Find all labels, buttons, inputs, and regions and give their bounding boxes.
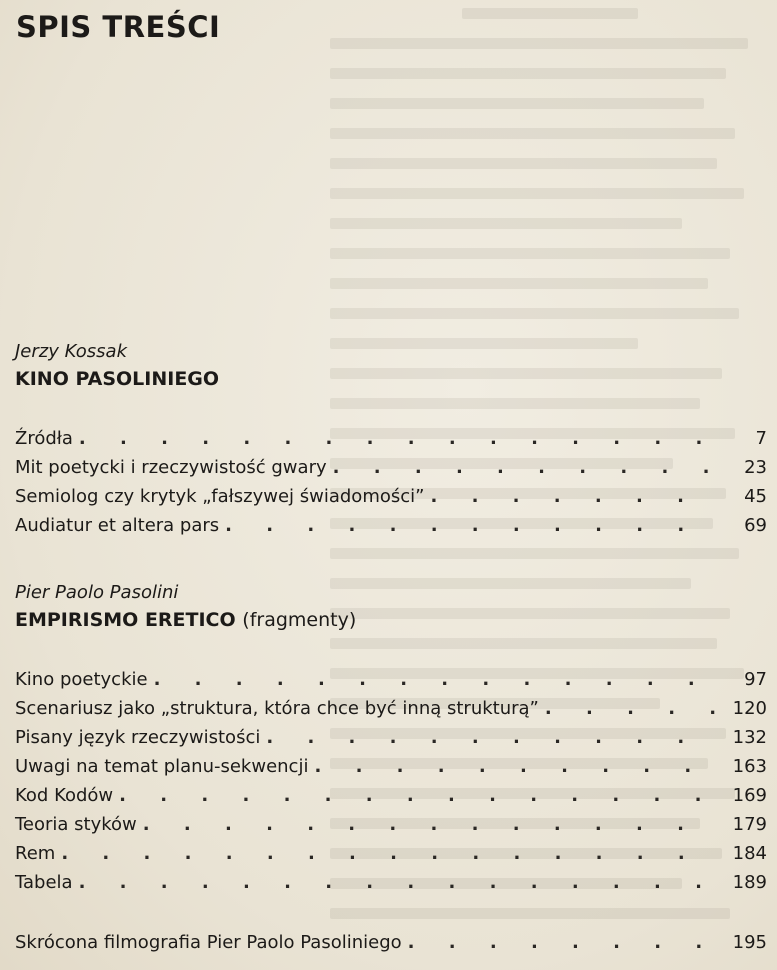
section-empirismo-eretico [15, 582, 767, 631]
toc-entry[interactable] [15, 932, 767, 961]
toc-entry[interactable] [15, 698, 767, 727]
dot-leader [408, 932, 717, 953]
dot-leader [143, 814, 717, 835]
dot-leader [545, 698, 717, 719]
dot-leader [154, 669, 717, 690]
section-heading-title: EMPIRISMO ERETICO [15, 609, 236, 631]
toc-entry-label: Rem [15, 843, 56, 864]
section-heading-note: (fragmenty) [242, 609, 357, 631]
section-kino-pasoliniego [15, 341, 767, 390]
toc-entry-page: 189 [732, 872, 767, 893]
toc-entry[interactable] [15, 727, 767, 756]
toc-entry[interactable] [15, 872, 767, 901]
toc-entry-label: Audiatur et altera pars [15, 515, 220, 536]
toc-entry-page: 184 [732, 843, 767, 864]
section-author: Jerzy Kossak [15, 341, 127, 362]
toc-entry[interactable] [15, 515, 767, 544]
toc-entry-page: 195 [732, 932, 767, 953]
dot-leader [79, 428, 717, 449]
toc-entry[interactable] [15, 457, 767, 486]
toc-entry-label: Pisany język rzeczywistości [15, 727, 261, 748]
toc-entry-label: Semiolog czy krytyk „fałszywej świadomości” [15, 486, 425, 507]
toc-entry-page: 169 [732, 785, 767, 806]
toc-entry-page: 120 [732, 698, 767, 719]
toc-entry-label: Teoria styków [15, 814, 137, 835]
toc-list-part1 [15, 428, 767, 544]
toc-entry-label: Scenariusz jako „struktura, która chce być inną strukturą” [15, 698, 539, 719]
section-heading: KINO PASOLINIEGO [15, 368, 220, 390]
dot-leader [119, 785, 717, 806]
toc-entry[interactable] [15, 486, 767, 515]
toc-entry[interactable] [15, 785, 767, 814]
toc-list-closing [15, 932, 767, 961]
toc-entry-page: 45 [744, 486, 767, 507]
dot-leader [430, 486, 717, 507]
toc-entry-label: Kino poetyckie [15, 669, 148, 690]
toc-entry[interactable] [15, 669, 767, 698]
toc-entry-page: 23 [744, 457, 767, 478]
dot-leader [266, 727, 717, 748]
toc-entry-label: Kod Kodów [15, 785, 114, 806]
toc-entry-label: Skrócona filmografia Pier Paolo Pasoliniego [15, 932, 402, 953]
toc-list-part2 [15, 669, 767, 901]
dot-leader [79, 872, 717, 893]
toc-entry-page: 179 [732, 814, 767, 835]
toc-entry-label: Mit poetycki i rzeczywistość gwary [15, 457, 327, 478]
toc-entry-label: Tabela [15, 872, 73, 893]
toc-entry[interactable] [15, 843, 767, 872]
toc-entry-label: Źródła [15, 428, 73, 449]
page-title: SPIS TREŚCI [16, 10, 221, 44]
dot-leader [333, 457, 717, 478]
toc-entry-page: 132 [732, 727, 767, 748]
toc-entry-page: 7 [755, 428, 767, 449]
toc-entry[interactable] [15, 428, 767, 457]
toc-entry[interactable] [15, 814, 767, 843]
dot-leader [225, 515, 717, 536]
toc-entry-page: 97 [744, 669, 767, 690]
toc-entry-label: Uwagi na temat planu-sekwencji [15, 756, 309, 777]
section-author: Pier Paolo Pasolini [15, 582, 179, 603]
toc-entry[interactable] [15, 756, 767, 785]
dot-leader [61, 843, 717, 864]
toc-entry-page: 69 [744, 515, 767, 536]
section-heading [15, 609, 767, 631]
toc-entry-page: 163 [732, 756, 767, 777]
dot-leader [314, 756, 717, 777]
